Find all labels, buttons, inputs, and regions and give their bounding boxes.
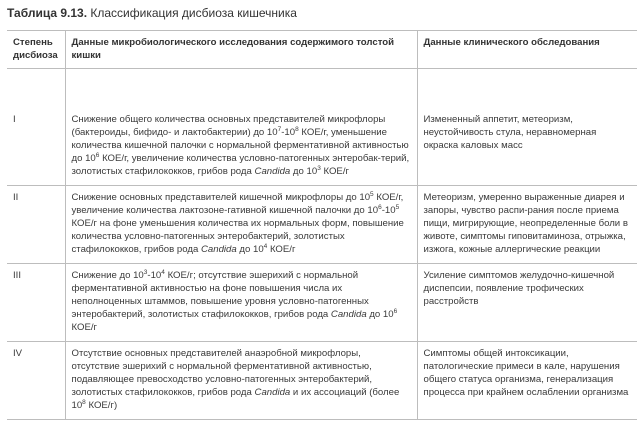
micro-text: КОЕ/г, увеличение количества лактозоне-гативной кишечной палочки до 10 (71, 192, 404, 216)
micro-text: до 10 (290, 166, 318, 177)
header-clinical: Данные клинического обследования (417, 31, 637, 69)
micro-text: КОЕ/г; отсутствие эшерихий с нормальной ферментативной активностью на фоне повышения числа их неполноценных штаммов, повышение уровня условно-патогенных энтеробактерий, золотистых стафилококков, грибов рода (71, 270, 369, 320)
cell-degree: II (7, 186, 65, 264)
exponent: 8 (295, 126, 299, 133)
micro-text: -10 (147, 270, 162, 281)
cell-micro (65, 69, 417, 186)
genus-name: Candida (254, 387, 291, 398)
micro-text: КОЕ/г, уменьшение количества кишечной палочки с нормальной ферментативной активностью до 10 (71, 127, 409, 164)
table-header-row (7, 31, 637, 69)
table-row (7, 186, 637, 264)
table-row (7, 69, 637, 186)
micro-text: КОЕ/г, увеличение количества условно-патогенных энтеробак-терий, золотистых стафилококков, грибов рода (71, 153, 410, 177)
table-row (7, 264, 637, 342)
micro-text: КОЕ/г (267, 244, 296, 255)
cell-clinical: Измененный аппетит, метеоризм, неустойчивость стула, неравномерная окраска каловых масс (417, 69, 637, 186)
table-caption (7, 5, 297, 21)
exponent: 4 (161, 269, 165, 276)
cell-micro (65, 186, 417, 264)
exponent: 7 (277, 126, 282, 133)
exponent: 8 (82, 399, 86, 406)
micro-text: КОЕ/г (71, 322, 98, 333)
cell-degree: IV (7, 342, 65, 420)
exponent: 6 (393, 308, 398, 315)
cell-degree: I (7, 69, 65, 186)
cell-degree: III (7, 264, 65, 342)
micro-text: -10 (381, 205, 396, 216)
genus-name: Candida (254, 166, 291, 177)
micro-text: КОЕ/г) (85, 400, 118, 411)
caption-number: Таблица 9.13. (7, 6, 88, 20)
table-row (7, 342, 637, 420)
micro-text: и их ассоциаций (более 10 (71, 387, 400, 411)
exponent: 6 (95, 152, 100, 159)
micro-text: КОЕ/г (320, 166, 350, 177)
exponent: 6 (378, 204, 382, 211)
micro-text: до 10 (366, 309, 394, 320)
micro-text: -10 (281, 127, 296, 138)
header-micro: Данные микробиологического исследования содержимого толстой кишки (65, 31, 417, 69)
cell-micro (65, 342, 417, 420)
dysbiosis-table (7, 30, 637, 420)
cell-clinical: Метеоризм, умеренно выраженные диарея и запоры, чувство распи-рания после приема пищи, мигрирующие, неопределенные боли в животе, симптомы гиповитаминоза, отрыжка, изжога, кожные аллергические реакции (417, 186, 637, 264)
header-degree: Степень дисбиоза (7, 31, 65, 69)
micro-text: до 10 (236, 244, 264, 255)
micro-text: КОЕ/г на фоне уменьшения количества их нормальных форм, повышение количества условно-патогенных энтеробактерий, золотистых стафилококков, грибов рода (71, 218, 404, 255)
exponent: 3 (143, 269, 148, 276)
cell-clinical: Усиление симптомов желудочно-кишечной диспепсии, появление трофических расстройств (417, 264, 637, 342)
micro-text: Снижение общего количества основных представителей микрофлоры (бактероиды, бифидо- и лактобактерии) до 10 (71, 114, 386, 138)
exponent: 5 (370, 191, 374, 198)
exponent: 5 (395, 204, 400, 211)
cell-micro (65, 264, 417, 342)
genus-name: Candida (200, 244, 237, 255)
micro-text: Снижение основных представителей кишечной микрофлоры до 10 (71, 192, 371, 203)
cell-clinical: Симптомы общей интоксикации, патологические примеси в кале, нарушения общего статуса организма, генерализация процесса при крайнем ослаблении организма (417, 342, 637, 420)
caption-title: Классификация дисбиоза кишечника (90, 6, 297, 20)
micro-text: Снижение до 10 (71, 270, 144, 281)
micro-text: Отсутствие основных представителей анаэробной микрофлоры, отсутствие эшерихий с нормальной ферментативной активностью, подавляющее превосходство условно-патогенных энтеробактерий, золотистых стафилококков, грибов рода (71, 348, 373, 398)
genus-name: Candida (330, 309, 367, 320)
exponent: 4 (263, 243, 268, 250)
exponent: 3 (317, 165, 321, 172)
